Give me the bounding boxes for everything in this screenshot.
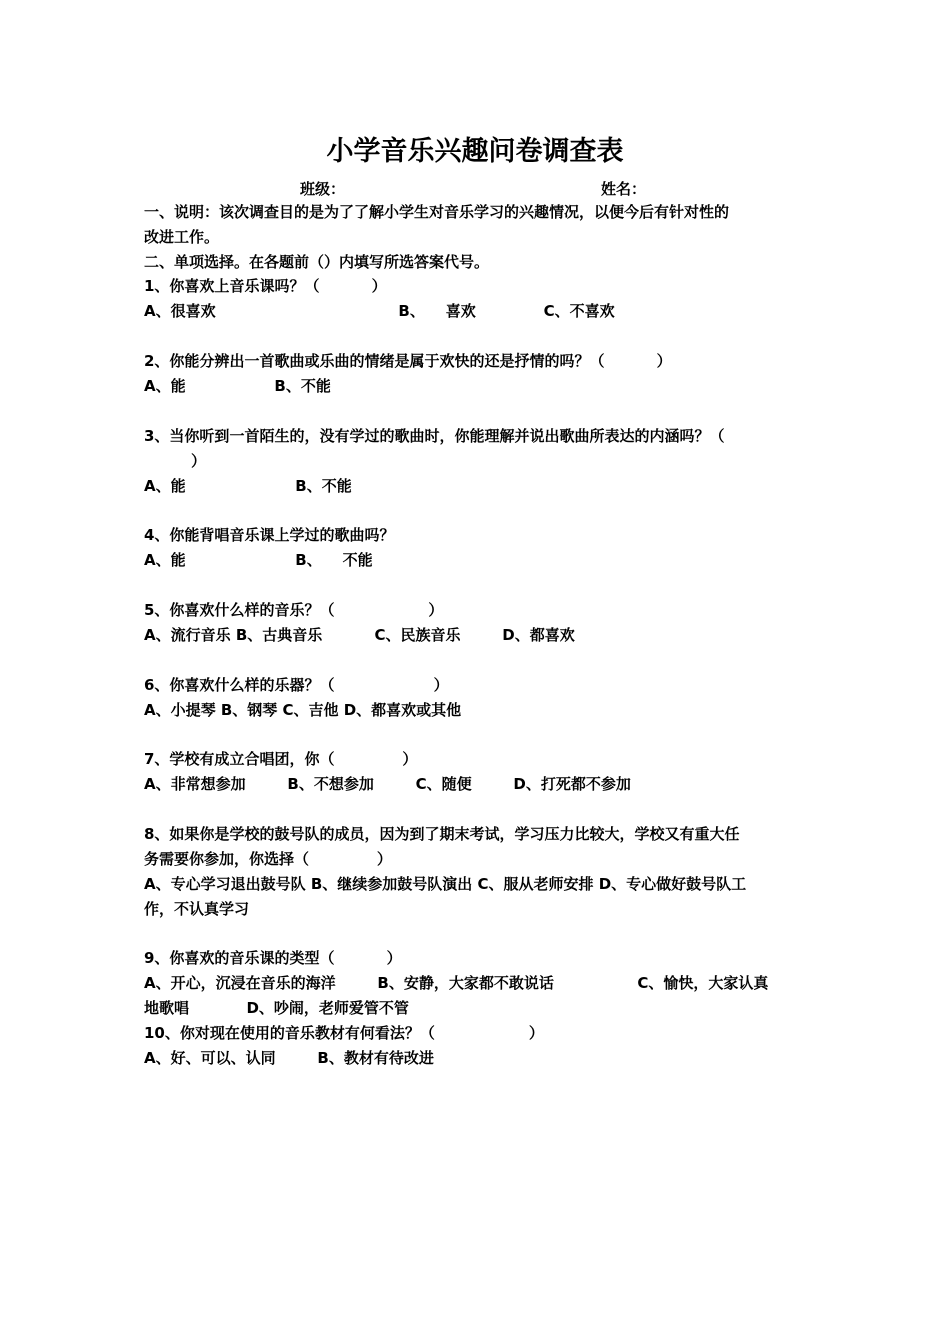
question-8-options-line-2: 作，不认真学习 (144, 900, 250, 918)
question-5-options: A、流行音乐 B、古典音乐 C、民族音乐 D、都喜欢 (144, 626, 575, 644)
question-9-options-line-1: A、开心，沉浸在音乐的海洋 B、安静，大家都不敢说话 C、愉快，大家认真 (144, 974, 769, 992)
question-4: 4、你能背唱音乐课上学过的歌曲吗？ (144, 526, 395, 544)
question-6-options: A、小提琴 B、钢琴 C、吉他 D、都喜欢或其他 (144, 701, 462, 719)
question-8-line-1: 8、如果你是学校的鼓号队的成员，因为到了期末考试，学习压力比较大，学校又有重大任 (144, 825, 740, 843)
question-1-options: A、很喜欢 B、 喜欢 C、不喜欢 (144, 302, 615, 320)
question-9: 9、你喜欢的音乐课的类型（ ） (144, 949, 402, 967)
question-3-options: A、能 B、不能 (144, 477, 352, 495)
question-8-options-line-1: A、专心学习退出鼓号队 B、继续参加鼓号队演出 C、服从老师安排 D、专心做好鼓号队工 (144, 875, 747, 893)
question-4-options: A、能 B、 不能 (144, 551, 373, 569)
question-7: 7、学校有成立合唱团，你（ ） (144, 750, 418, 768)
question-3-line-2: ） (144, 452, 206, 470)
class-label: 班级： (300, 180, 346, 198)
question-7-options: A、非常想参加 B、不想参加 C、随便 D、打死都不参加 (144, 775, 631, 793)
section-heading: 二、单项选择。在各题前（）内填写所选答案代号。 (144, 253, 490, 271)
question-2-options: A、能 B、不能 (144, 377, 331, 395)
intro-line-2: 改进工作。 (144, 228, 220, 246)
intro-line-1: 一、说明：该次调查目的是为了了解小学生对音乐学习的兴趣情况，以便今后有针对性的 (144, 203, 730, 221)
question-2: 2、你能分辨出一首歌曲或乐曲的情绪是属于欢快的还是抒情的吗？（ ） (144, 352, 672, 370)
question-1: 1、你喜欢上音乐课吗？（ ） (144, 277, 387, 295)
question-8-line-2: 务需要你参加，你选择（ ） (144, 850, 392, 868)
question-3-line-1: 3、当你听到一首陌生的，没有学过的歌曲时，你能理解并说出歌曲所表达的内涵吗？（ (144, 427, 725, 445)
question-5: 5、你喜欢什么样的音乐？（ ） (144, 601, 444, 619)
name-label: 姓名： (601, 180, 647, 198)
question-10: 10、你对现在使用的音乐教材有何看法？（ ） (144, 1024, 544, 1042)
question-10-options: A、好、可以、认同 B、教材有待改进 (144, 1049, 434, 1067)
page-title: 小学音乐兴趣问卷调查表 (326, 136, 624, 167)
question-6: 6、你喜欢什么样的乐器？（ ） (144, 676, 449, 694)
question-9-options-line-2: 地歌唱 D、吵闹，老师爱管不管 (144, 999, 409, 1017)
